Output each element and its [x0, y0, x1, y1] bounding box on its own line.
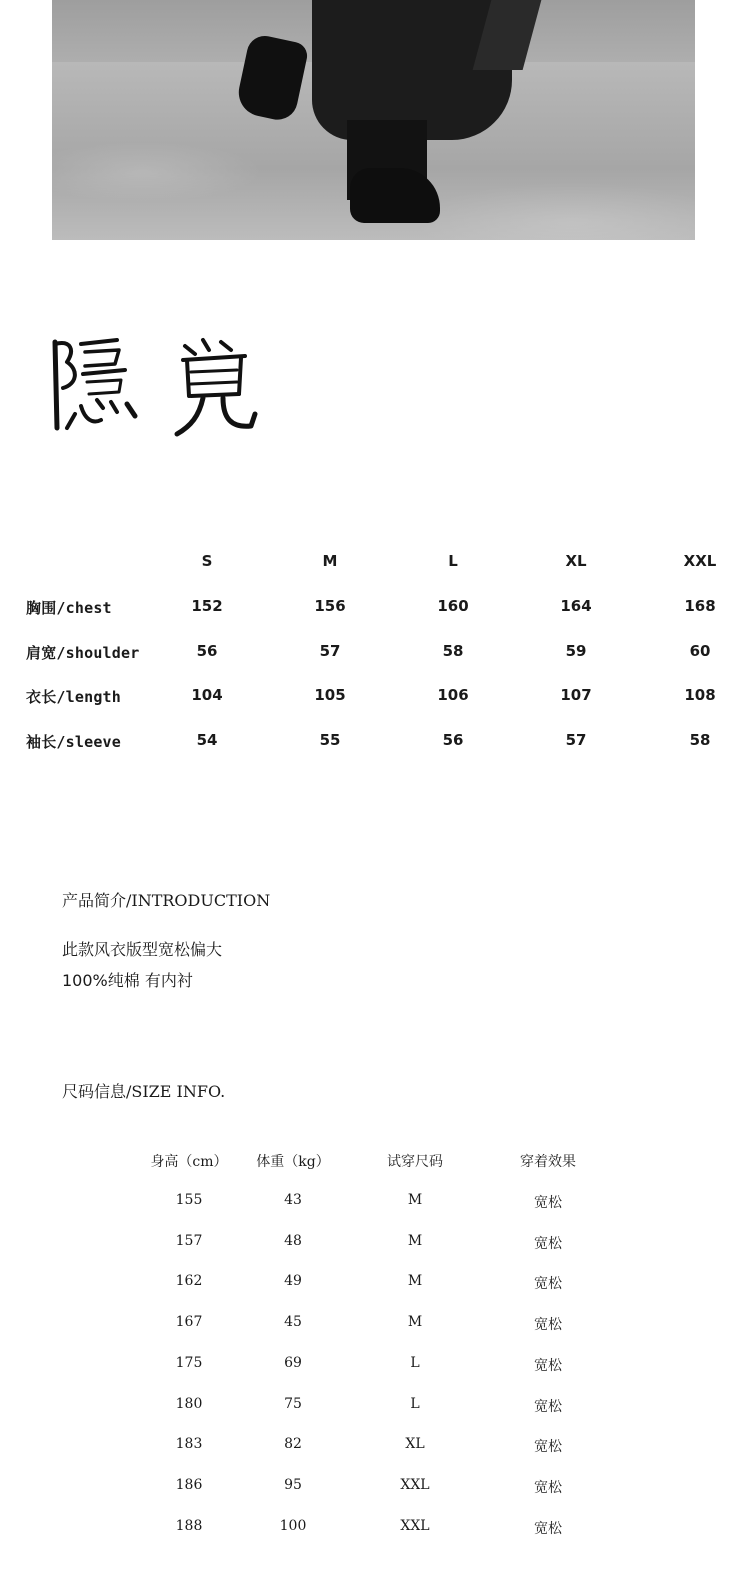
size-chart-row-chest [0, 597, 750, 621]
table-cell: 157 [175, 1233, 203, 1249]
table-cell: 宽松 [534, 1195, 562, 1211]
table-cell: 105 [314, 686, 346, 704]
table-cell: 宽松 [534, 1317, 562, 1333]
table-cell: 宽松 [534, 1236, 562, 1252]
table-cell: 49 [284, 1273, 302, 1289]
size-chart-header [0, 552, 750, 576]
table-cell: 100 [279, 1518, 307, 1534]
row-label: 胸围/chest [26, 599, 112, 617]
table-cell: 60 [689, 642, 711, 660]
table-cell: 104 [191, 686, 223, 704]
table-cell: 58 [442, 642, 464, 660]
table-cell: 160 [437, 597, 469, 615]
size-col-header: XXL [683, 552, 717, 570]
row-label: 衣长/length [26, 688, 122, 706]
fit-header-weight: 体重（kg） [256, 1154, 330, 1170]
table-cell: 186 [175, 1477, 203, 1493]
table-cell: 183 [175, 1436, 203, 1452]
table-cell: 75 [284, 1396, 302, 1412]
table-cell: 106 [437, 686, 469, 704]
table-cell: 107 [560, 686, 592, 704]
introduction-line: 此款风衣版型宽松偏大 [62, 940, 223, 959]
table-cell: 43 [284, 1192, 302, 1208]
row-label: 袖长/sleeve [26, 733, 122, 751]
table-cell: 56 [196, 642, 218, 660]
table-cell: 宽松 [534, 1276, 562, 1292]
row-label: 肩宽/shoulder [26, 644, 140, 662]
introduction-title: 产品简介/INTRODUCTION [62, 891, 271, 910]
table-cell: XXL [400, 1518, 430, 1534]
table-cell: 宽松 [534, 1480, 562, 1496]
size-col-header: XL [565, 552, 587, 570]
table-cell: L [410, 1355, 420, 1371]
size-info-title: 尺码信息/SIZE INFO. [62, 1082, 226, 1101]
table-cell: 45 [284, 1314, 302, 1330]
size-chart-row-length [0, 686, 750, 710]
table-cell: 82 [284, 1436, 302, 1452]
table-cell: XL [405, 1436, 425, 1452]
size-col-header: M [322, 552, 338, 570]
table-cell: 167 [175, 1314, 203, 1330]
table-cell: M [407, 1192, 423, 1208]
table-cell: 宽松 [534, 1399, 562, 1415]
table-cell: 宽松 [534, 1358, 562, 1374]
product-photo [52, 0, 695, 240]
table-cell: 180 [175, 1396, 203, 1412]
table-cell: 48 [284, 1233, 302, 1249]
size-col-header: L [448, 552, 458, 570]
table-cell: M [407, 1233, 423, 1249]
table-cell: 95 [284, 1477, 302, 1493]
table-cell: L [410, 1396, 420, 1412]
table-cell: 56 [442, 731, 464, 749]
table-cell: 宽松 [534, 1521, 562, 1537]
table-cell: 175 [175, 1355, 203, 1371]
table-cell: 152 [191, 597, 223, 615]
size-col-header: S [201, 552, 213, 570]
table-cell: 155 [175, 1192, 203, 1208]
table-cell: 59 [565, 642, 587, 660]
table-cell: 162 [175, 1273, 203, 1289]
introduction-line: 100%纯棉 有内衬 [62, 971, 193, 990]
table-cell: 168 [684, 597, 716, 615]
fit-header-height: 身高（cm） [150, 1154, 228, 1170]
table-cell: 58 [689, 731, 711, 749]
table-cell: 55 [319, 731, 341, 749]
brand-logo [45, 330, 265, 440]
table-cell: 188 [175, 1518, 203, 1534]
table-cell: 宽松 [534, 1439, 562, 1455]
fit-header-size: 试穿尺码 [387, 1154, 443, 1170]
size-chart-row-sleeve [0, 731, 750, 755]
fit-header-effect: 穿着效果 [520, 1154, 576, 1170]
table-cell: 54 [196, 731, 218, 749]
table-cell: 108 [684, 686, 716, 704]
table-cell: M [407, 1273, 423, 1289]
table-cell: M [407, 1314, 423, 1330]
table-cell: 164 [560, 597, 592, 615]
table-cell: 156 [314, 597, 346, 615]
size-chart-row-shoulder [0, 642, 750, 666]
table-cell: 57 [565, 731, 587, 749]
table-cell: 69 [284, 1355, 302, 1371]
table-cell: XXL [400, 1477, 430, 1493]
table-cell: 57 [319, 642, 341, 660]
